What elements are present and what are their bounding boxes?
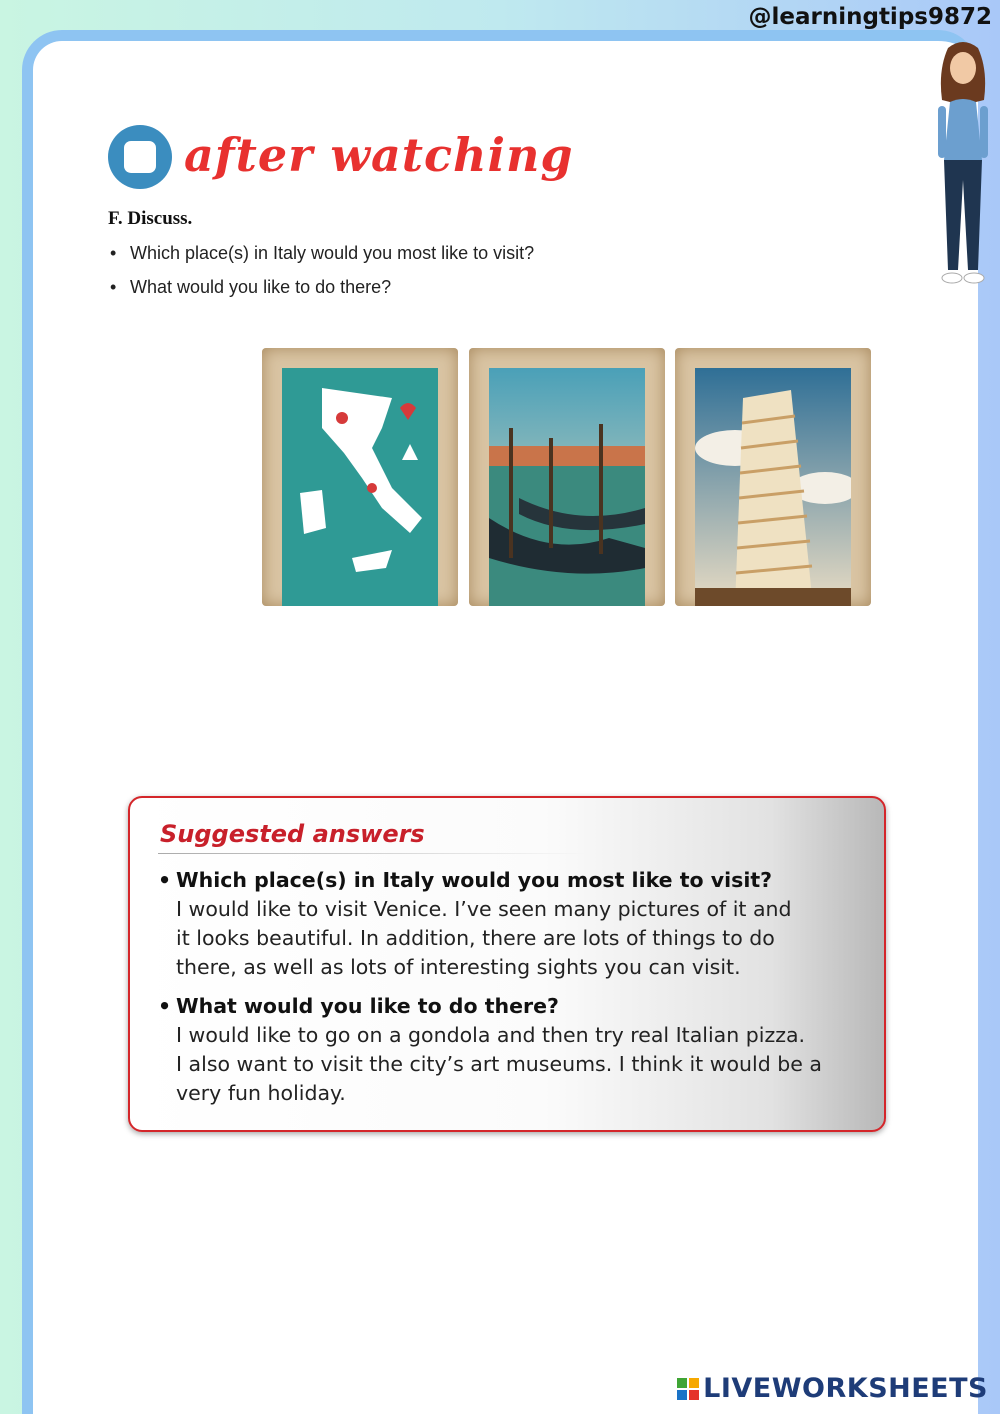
answer-text: I would like to visit Venice. I’ve seen many pictures of it and it looks beautiful. In addition, there are lots of things to do there, as well as lots of interesting sights you can visit. xyxy=(176,897,792,979)
teacher-avatar xyxy=(928,40,998,290)
suggested-answers-box xyxy=(128,796,886,1132)
italy-map-postcard xyxy=(262,348,458,606)
logo-grid-icon xyxy=(677,1378,699,1400)
leaning-tower-of-pisa-postcard xyxy=(675,348,871,606)
discuss-label: F. Discuss. xyxy=(108,208,193,229)
suggested-answers-title: Suggested answers xyxy=(160,820,425,848)
italy-map-image xyxy=(282,368,438,606)
section-badge xyxy=(108,125,172,189)
brand-name: LIVEWORKSHEETS xyxy=(703,1373,988,1404)
liveworksheets-logo xyxy=(677,1373,988,1404)
venice-gondolas-image xyxy=(489,368,645,606)
venice-gondolas-postcard xyxy=(469,348,665,606)
discussion-question: • Which place(s) in Italy would you most like to visit? xyxy=(110,243,535,263)
discussion-question: • What would you like to do there? xyxy=(110,277,392,297)
answer-item xyxy=(158,866,858,982)
answer-item xyxy=(158,992,858,1108)
postcard-gallery xyxy=(262,348,872,606)
answer-question: • What would you like to do there? xyxy=(158,994,559,1018)
page-title: after watching xyxy=(184,128,574,182)
watermark-handle: @learningtips9872 xyxy=(748,4,992,30)
title-divider xyxy=(158,853,588,854)
square-checkbox-icon xyxy=(124,141,156,173)
leaning-tower-image xyxy=(695,368,851,606)
answer-question: • Which place(s) in Italy would you most like to visit? xyxy=(158,868,773,892)
answer-text: I would like to go on a gondola and then try real Italian pizza. I also want to visit the city’s art museums. I think it would be a very fun holiday. xyxy=(176,1023,822,1105)
page-frame xyxy=(22,30,978,1414)
